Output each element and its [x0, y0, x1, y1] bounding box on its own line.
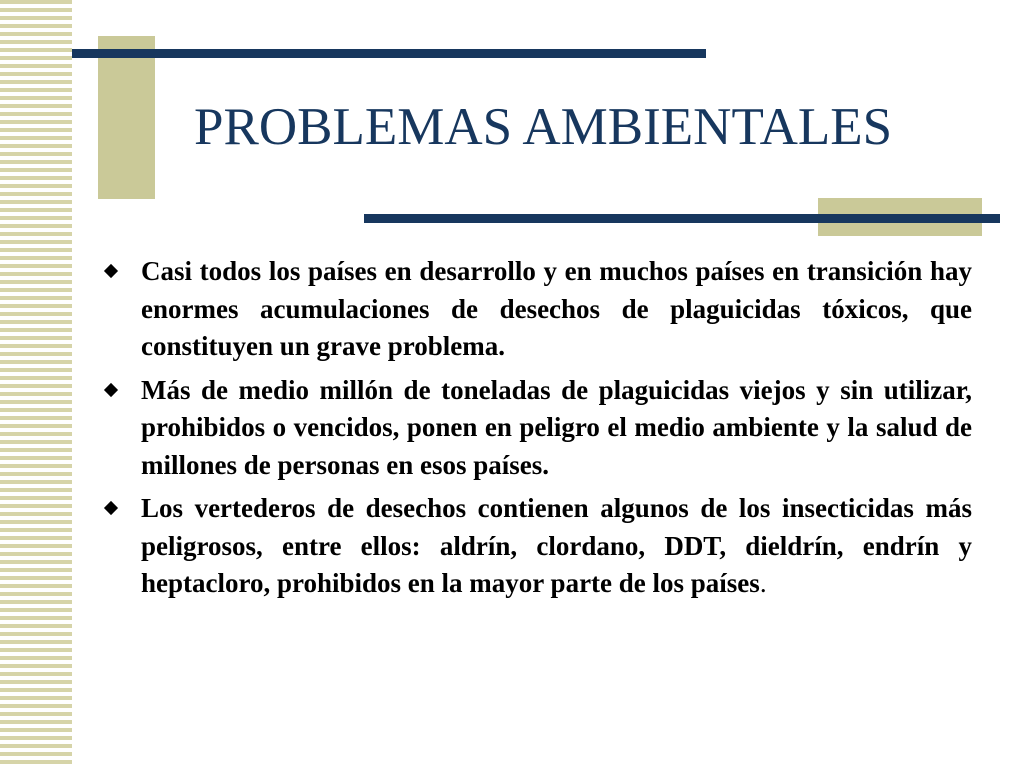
bullet-text-end: . — [759, 568, 767, 598]
bullet-text: Casi todos los países en desarrollo y en muchos países en transición hay enormes acumulaciones de desechos de plaguicidas tóxicos, que constituyen un grave problema. — [141, 256, 972, 361]
diamond-bullet-icon — [104, 382, 118, 396]
bullet-item — [100, 490, 972, 603]
decorative-stripe-band — [0, 0, 72, 768]
title-rule-top — [72, 49, 706, 58]
diamond-bullet-icon — [104, 264, 118, 278]
bullet-text: Los vertederos de desechos contienen algunos de los insecticidas más peligrosos, entre ellos: aldrín, clordano, DDT, dieldrín, endrín y heptacloro, prohibidos en la mayor parte de los países — [141, 493, 972, 598]
diamond-bullet-icon — [104, 501, 118, 515]
decorative-title-block — [98, 36, 155, 199]
bullet-list — [100, 253, 972, 609]
bullet-item — [100, 253, 972, 366]
bullet-item — [100, 372, 972, 485]
title-rule-bottom — [364, 214, 1000, 223]
bullet-text: Más de medio millón de toneladas de plaguicidas viejos y sin utilizar, prohibidos o vencidos, ponen en peligro el medio ambiente y la salud de millones de personas en esos países. — [141, 374, 972, 480]
slide-title: PROBLEMAS AMBIENTALES — [194, 98, 893, 156]
